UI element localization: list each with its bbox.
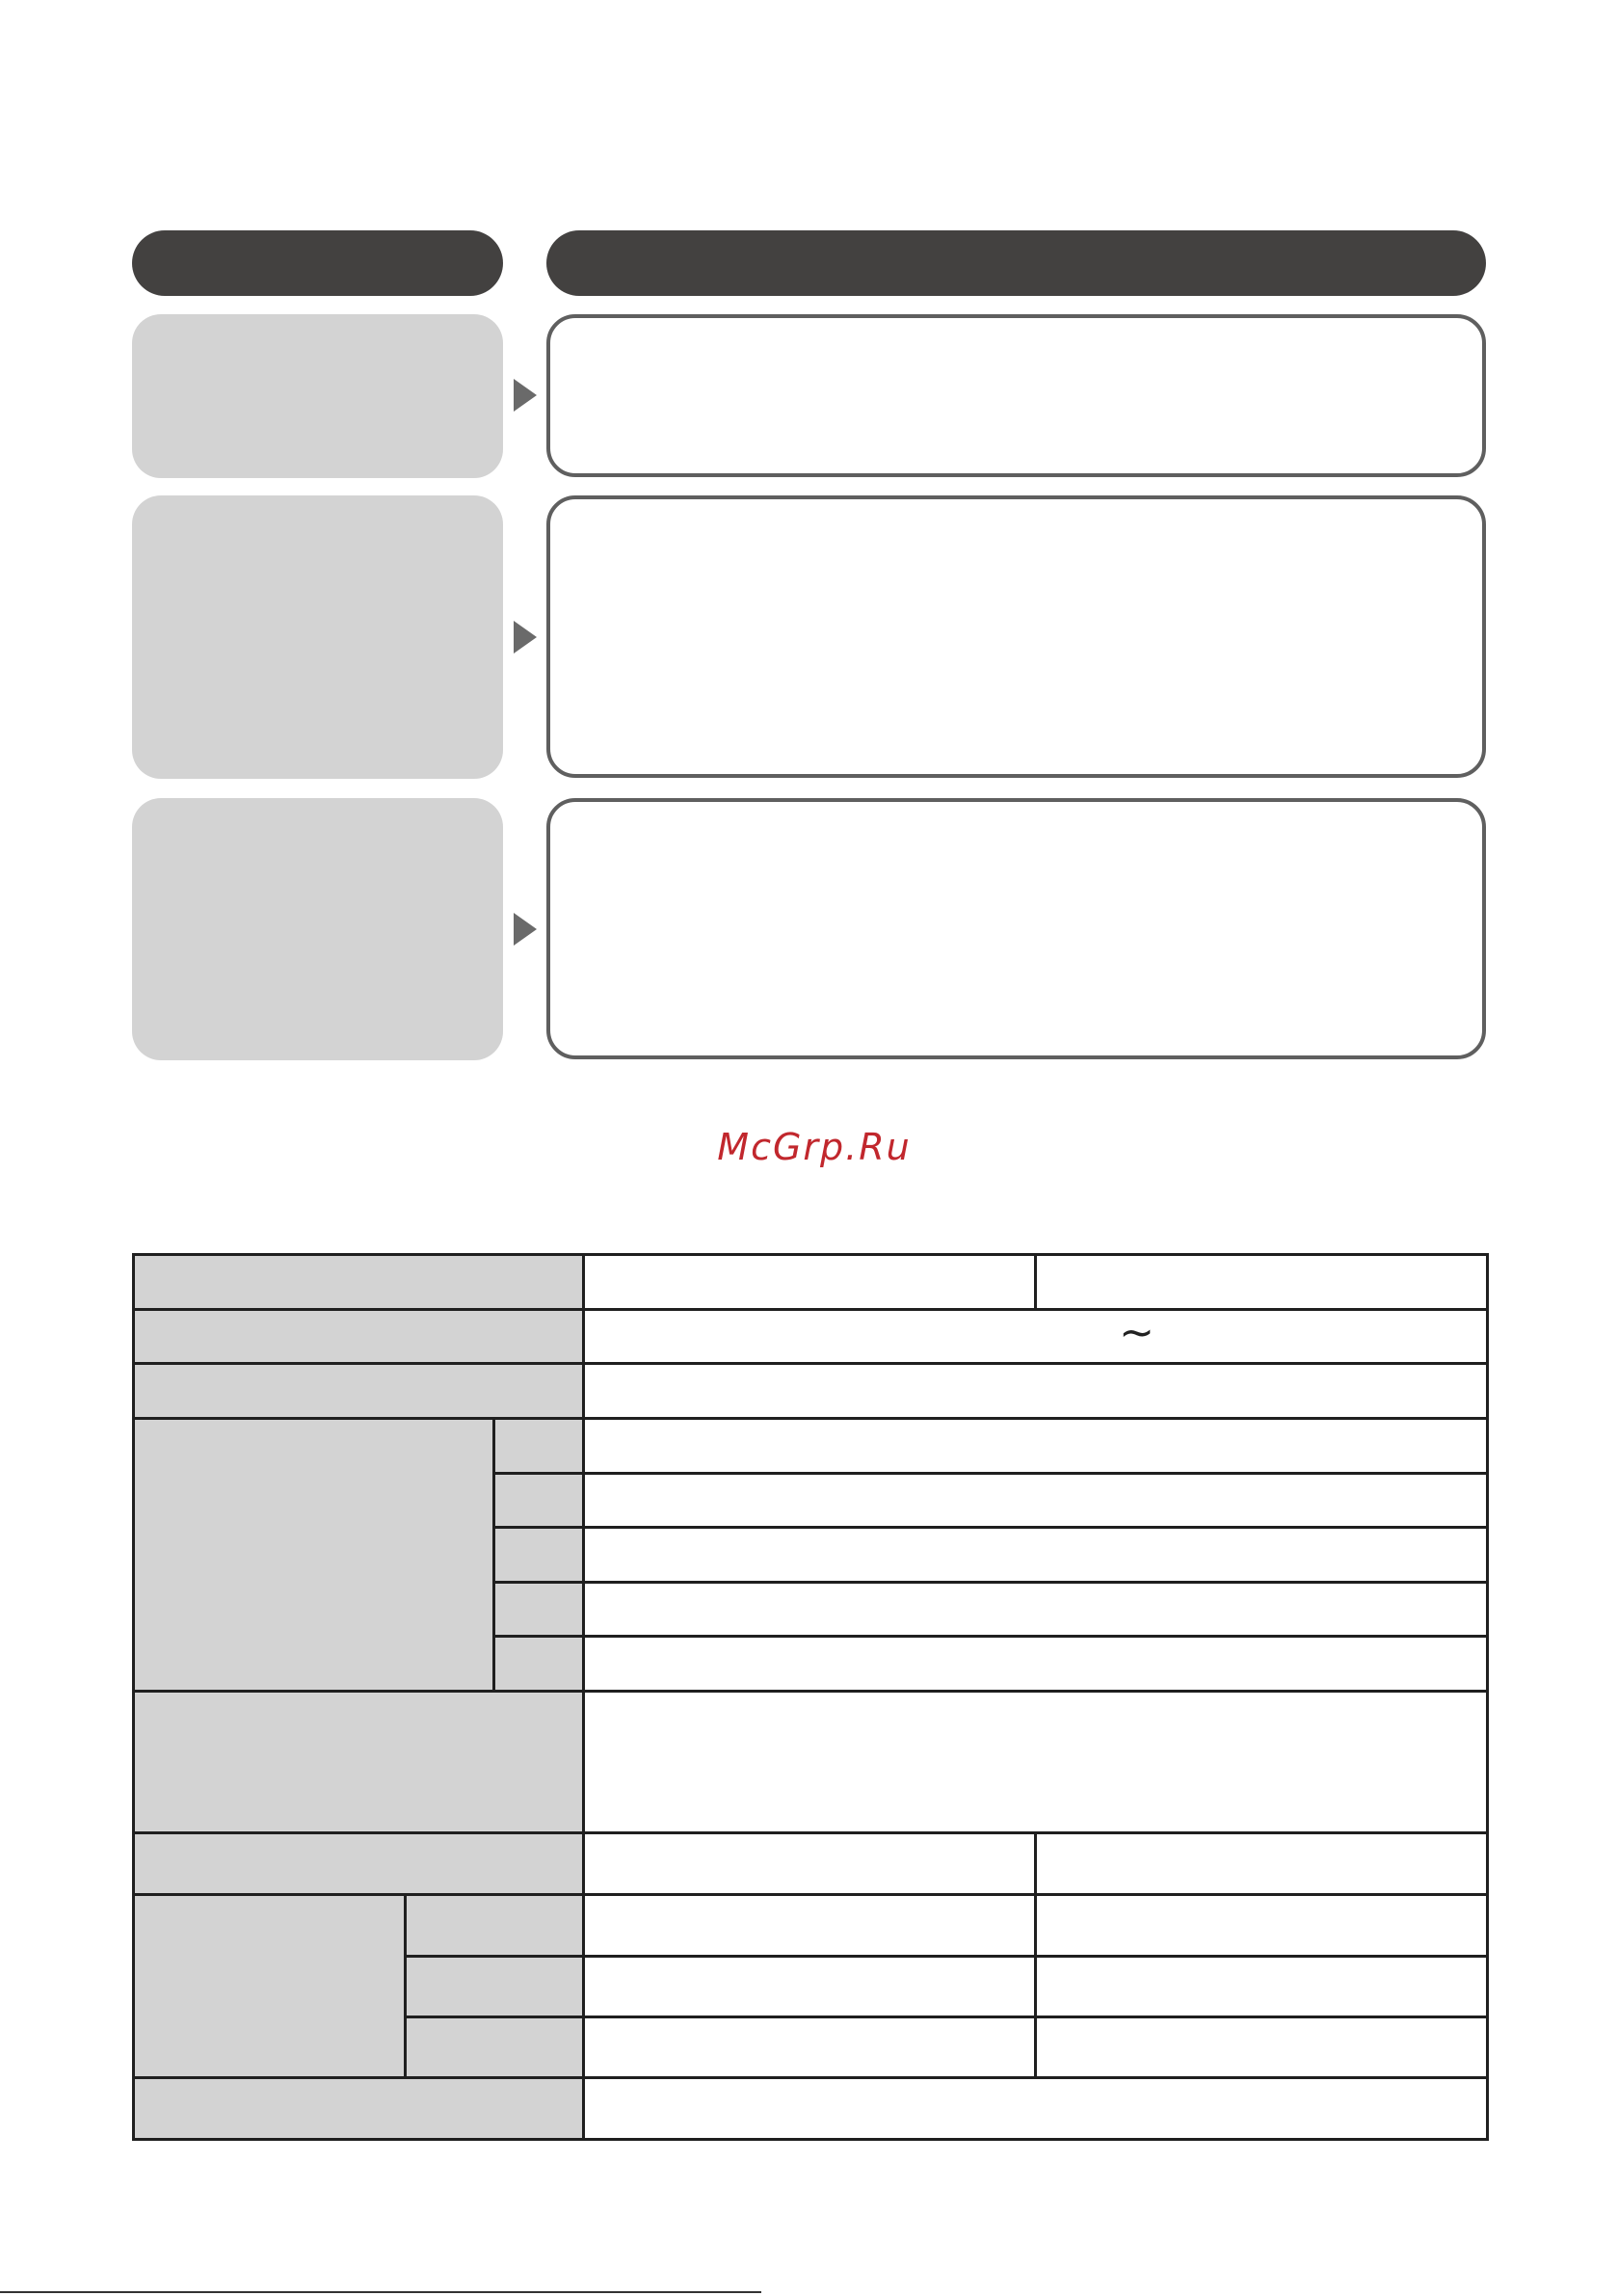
spec-label [134, 1255, 584, 1310]
solution-box-2 [546, 495, 1486, 778]
watermark: McGrp.Ru [717, 1126, 912, 1168]
spec-row [134, 1895, 1488, 1957]
spec-table [132, 1253, 1489, 2141]
spec-row [134, 1833, 1488, 1895]
spec-value [584, 1419, 1488, 1474]
spec-value [584, 2078, 1488, 2140]
spec-row [134, 1255, 1488, 1310]
spec-sublabel [494, 1637, 584, 1692]
solution-box-1 [546, 314, 1486, 477]
spec-label [134, 2078, 584, 2140]
spec-label [134, 1364, 584, 1419]
spec-label [134, 1692, 584, 1833]
spec-value [584, 1895, 1036, 1957]
ac-tilde-symbol: ~ [1119, 1307, 1154, 1357]
spec-value [584, 2017, 1036, 2078]
spec-value [1036, 1895, 1488, 1957]
spec-value [1036, 1255, 1488, 1310]
spec-value [1036, 2017, 1488, 2078]
spec-label [134, 1419, 494, 1692]
spec-sublabel [494, 1583, 584, 1637]
spec-value [1036, 1833, 1488, 1895]
spec-sublabel [406, 1895, 584, 1957]
troubleshooting-header-left [132, 230, 503, 296]
spec-sublabel [494, 1419, 584, 1474]
spec-value [584, 1957, 1036, 2017]
triangle-right-icon [514, 913, 537, 946]
problem-box-1 [132, 314, 503, 478]
spec-value [584, 1583, 1488, 1637]
spec-row [134, 1364, 1488, 1419]
spec-value [584, 1307, 1488, 1364]
solution-box-3 [546, 798, 1486, 1059]
spec-sublabel [494, 1528, 584, 1583]
troubleshooting-header-right [546, 230, 1486, 296]
spec-row [134, 1692, 1488, 1833]
spec-value [584, 1833, 1036, 1895]
spec-value [584, 1637, 1488, 1692]
spec-sublabel [406, 1957, 584, 2017]
spec-value [1036, 1957, 1488, 2017]
spec-label [134, 1833, 584, 1895]
spec-label [134, 1895, 406, 2078]
spec-label [134, 1310, 584, 1364]
spec-value [584, 1692, 1488, 1833]
spec-value [584, 1255, 1036, 1310]
footer-divider [0, 2291, 761, 2293]
spec-row [134, 1419, 1488, 1474]
spec-value [584, 1528, 1488, 1583]
spec-sublabel [406, 2017, 584, 2078]
spec-value [584, 1364, 1488, 1419]
triangle-right-icon [514, 379, 537, 412]
problem-box-3 [132, 798, 503, 1060]
spec-row [134, 1310, 1488, 1364]
spec-sublabel [494, 1474, 584, 1528]
spec-value [584, 1474, 1488, 1528]
triangle-right-icon [514, 621, 537, 654]
problem-box-2 [132, 495, 503, 779]
spec-row [134, 2078, 1488, 2140]
